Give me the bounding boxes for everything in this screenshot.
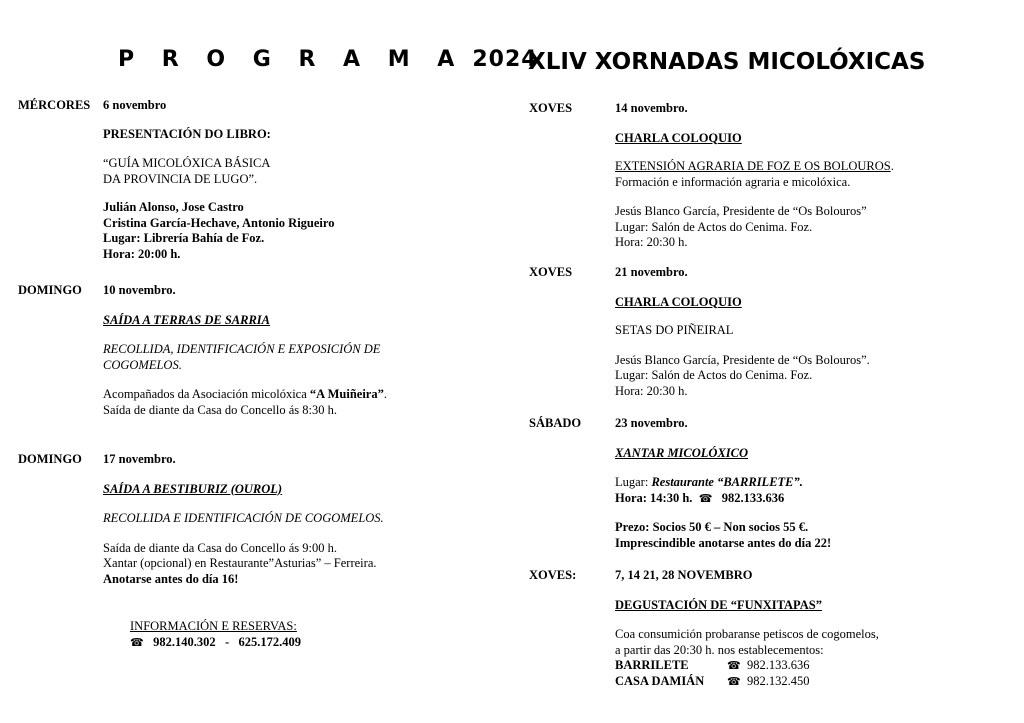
event-description: Coa consumición probaranse petiscos de cogomelos, <box>615 627 879 641</box>
program-year: 2024 <box>472 47 538 72</box>
info-block <box>130 619 430 650</box>
event-day: XOVES <box>529 265 573 279</box>
event-speaker: Jesús Blanco García, Presidente de “Os Bolouros”. <box>615 352 870 367</box>
event-description: COGOMELOS. <box>103 357 182 372</box>
event-heading: DEGUSTACIÓN DE “FUNXITAPAS” <box>615 597 822 612</box>
event-subtitle: EXTENSIÓN AGRARIA DE FOZ E OS BOLOUROS. <box>615 159 894 173</box>
event-description: a partir das 20:30 h. nos establecementos: <box>615 642 824 657</box>
event-day: XOVES <box>529 101 573 115</box>
event-block <box>103 283 483 418</box>
event-block <box>615 101 1015 251</box>
event-place: Lugar: Salón de Actos do Cenima. Foz. <box>615 219 813 234</box>
event-time: Hora: 14:30 h. ☎ 982.133.636 <box>615 490 785 505</box>
event-time: Hora: 20:00 h. <box>103 246 181 261</box>
venue-name: BARRILETE <box>615 658 689 672</box>
event-day: DOMINGO <box>18 283 82 297</box>
event-day: SÁBADO <box>529 416 582 430</box>
authors-line: Cristina García-Hechave, Antonio Rigueiro <box>103 215 335 230</box>
authors-line: Julián Alonso, Jose Castro <box>103 200 244 214</box>
event-date: 23 novembro. <box>615 416 688 430</box>
event-heading: CHARLA COLOQUIO <box>615 130 742 145</box>
event-place: Lugar: Restaurante “BARRILETE”. <box>615 475 803 489</box>
event-date: 21 novembro. <box>615 265 688 279</box>
telephone-icon: ☎ <box>698 491 713 505</box>
event-note: Xantar (opcional) en Restaurante”Asturias” – Ferreira. <box>103 556 377 570</box>
event-block <box>103 452 483 587</box>
venue-name: CASA DAMIÁN <box>615 673 705 688</box>
event-place: Lugar: Salón de Actos do Cenima. Foz. <box>615 368 813 382</box>
event-date: 14 novembro. <box>615 101 688 115</box>
event-title: XLIV XORNADAS MICOLÓXICAS <box>528 49 926 75</box>
event-description: RECOLLIDA, IDENTIFICACIÓN E EXPOSICIÓN DE <box>103 342 381 356</box>
venue-row <box>615 674 1015 690</box>
event-place: Lugar: Librería Bahía de Foz. <box>103 231 265 245</box>
event-time: Hora: 20:30 h. <box>615 235 688 249</box>
book-title-line: “GUÍA MICOLÓXICA BÁSICA <box>103 156 271 170</box>
event-heading: PRESENTACIÓN DO LIBRO: <box>103 126 271 141</box>
event-block <box>615 265 1015 399</box>
telephone-icon: ☎ <box>130 635 144 649</box>
event-date: 10 novembro. <box>103 283 176 297</box>
event-price: Prezo: Socios 50 € – Non socios 55 €. <box>615 520 809 534</box>
event-deadline: Imprescindible anotarse antes do día 22! <box>615 535 832 550</box>
info-phones: ☎ 982.140.302 - 625.172.409 <box>130 634 301 649</box>
event-day: MÉRCORES <box>18 98 91 112</box>
venue-phone: 982.132.450 <box>746 673 810 688</box>
event-heading: SAÍDA A TERRAS DE SARRIA <box>103 312 270 327</box>
program-title <box>118 47 538 72</box>
event-heading: XANTAR MICOLÓXICO <box>615 445 749 460</box>
venue-row <box>615 658 1015 674</box>
event-topic: SETAS DO PIÑEIRAL <box>615 323 734 337</box>
event-block <box>615 568 1015 689</box>
book-title-line: DA PROVINCIA DE LUGO”. <box>103 171 258 186</box>
event-block <box>615 416 1015 551</box>
event-heading: CHARLA COLOQUIO <box>615 294 742 309</box>
event-block <box>103 98 483 262</box>
event-date: 17 novembro. <box>103 452 176 466</box>
event-note: Saída de diante da Casa do Concello ás 9:00 h. <box>103 540 337 555</box>
program-title-text: P R O G R A M A <box>118 47 465 72</box>
event-note: Saída de diante da Casa do Concello ás 8:30 h. <box>103 402 337 417</box>
event-note: Anotarse antes do día 16! <box>103 571 239 586</box>
event-time: Hora: 20:30 h. <box>615 383 688 398</box>
event-day: DOMINGO <box>18 452 82 466</box>
event-speaker: Jesús Blanco García, Presidente de “Os Bolouros” <box>615 204 867 218</box>
event-heading: SAÍDA A BESTIBURIZ (OUROL) <box>103 481 283 496</box>
event-note: Acompañados da Asociación micolóxica “A Muiñeira”. <box>103 387 387 401</box>
telephone-icon: ☎ <box>727 674 741 688</box>
event-description: RECOLLIDA E IDENTIFICACIÓN DE COGOMELOS. <box>103 511 384 525</box>
venue-phone: 982.133.636 <box>746 658 810 672</box>
event-day: XOVES: <box>529 568 577 582</box>
event-date: 6 novembro <box>103 98 167 112</box>
event-subtitle: Formación e información agraria e micolóxica. <box>615 174 851 189</box>
info-label: INFORMACIÓN E RESERVAS: <box>130 619 297 633</box>
event-date: 7, 14 21, 28 NOVEMBRO <box>615 568 753 582</box>
telephone-icon: ☎ <box>727 659 741 672</box>
